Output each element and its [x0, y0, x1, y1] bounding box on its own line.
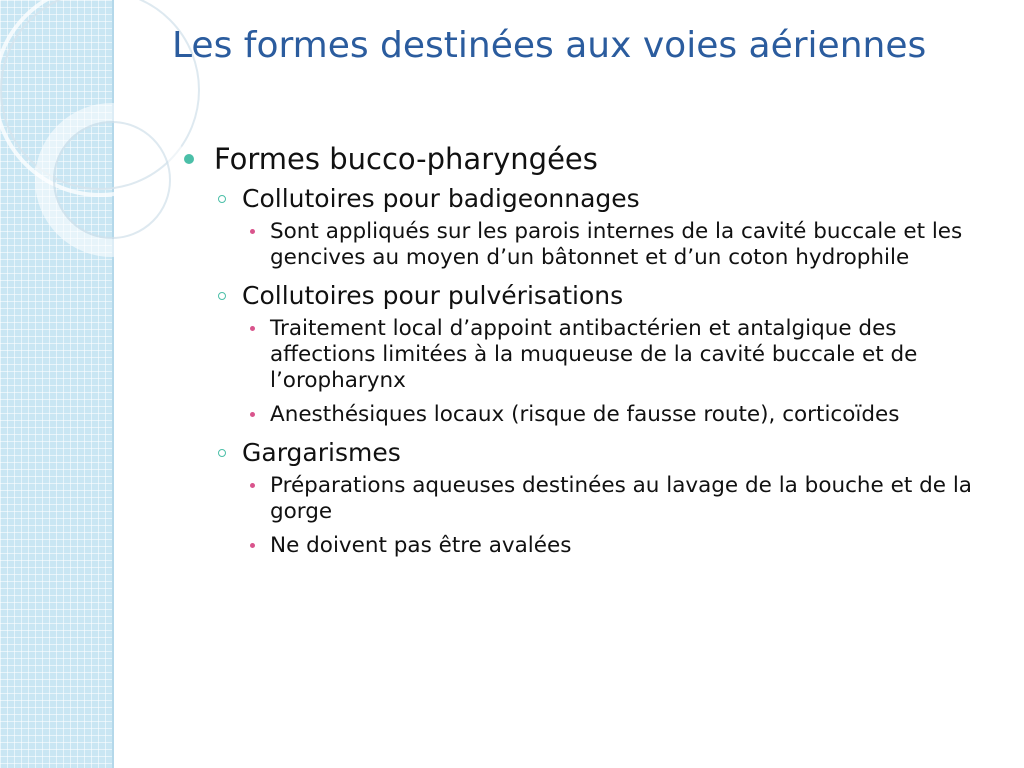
decorative-grid-strip [0, 0, 112, 768]
section-heading-text: Collutoires pour badigeonnages [242, 184, 640, 213]
bullet-ring-icon [218, 195, 226, 203]
list-item [182, 316, 992, 394]
strip-edge-divider [112, 0, 114, 768]
list-item [182, 402, 992, 428]
section-heading [182, 436, 992, 470]
slide-title: Les formes destinées aux voies aériennes [172, 25, 927, 66]
bullet-dot-icon [250, 229, 255, 234]
list-item-text: Sont appliqués sur les parois internes de la cavité buccale et les gencives au moyen d’un bâtonnet et d’un coton hydrophile [270, 219, 963, 270]
list-item-text: Traitement local d’appoint antibactérien et antalgique des affections limitées à la muqueuse de la cavité buccale et de l’oropharynx [270, 316, 918, 393]
bullet-ring-icon [218, 292, 226, 300]
list-item-text: Anesthésiques locaux (risque de fausse route), corticoïdes [270, 402, 900, 427]
bullet-dot-icon [250, 412, 255, 417]
list-item [182, 219, 992, 271]
bullet-dot-icon [250, 483, 255, 488]
section-heading-text: Gargarismes [242, 438, 401, 467]
bullet-dot-icon [184, 154, 194, 164]
bullet-level1-text: Formes bucco-pharyngées [214, 142, 598, 176]
bullet-level1 [182, 140, 992, 178]
list-item-text: Préparations aqueuses destinées au lavage de la bouche et de la gorge [270, 473, 972, 524]
bullet-dot-icon [250, 543, 255, 548]
list-item [182, 473, 992, 525]
section-heading [182, 279, 992, 313]
bullet-dot-icon [250, 326, 255, 331]
bullet-ring-icon [218, 449, 226, 457]
list-item-text: Ne doivent pas être avalées [270, 533, 572, 558]
section-heading-text: Collutoires pour pulvérisations [242, 281, 624, 310]
list-item [182, 533, 992, 559]
section-heading [182, 182, 992, 216]
slide-content [182, 140, 992, 567]
